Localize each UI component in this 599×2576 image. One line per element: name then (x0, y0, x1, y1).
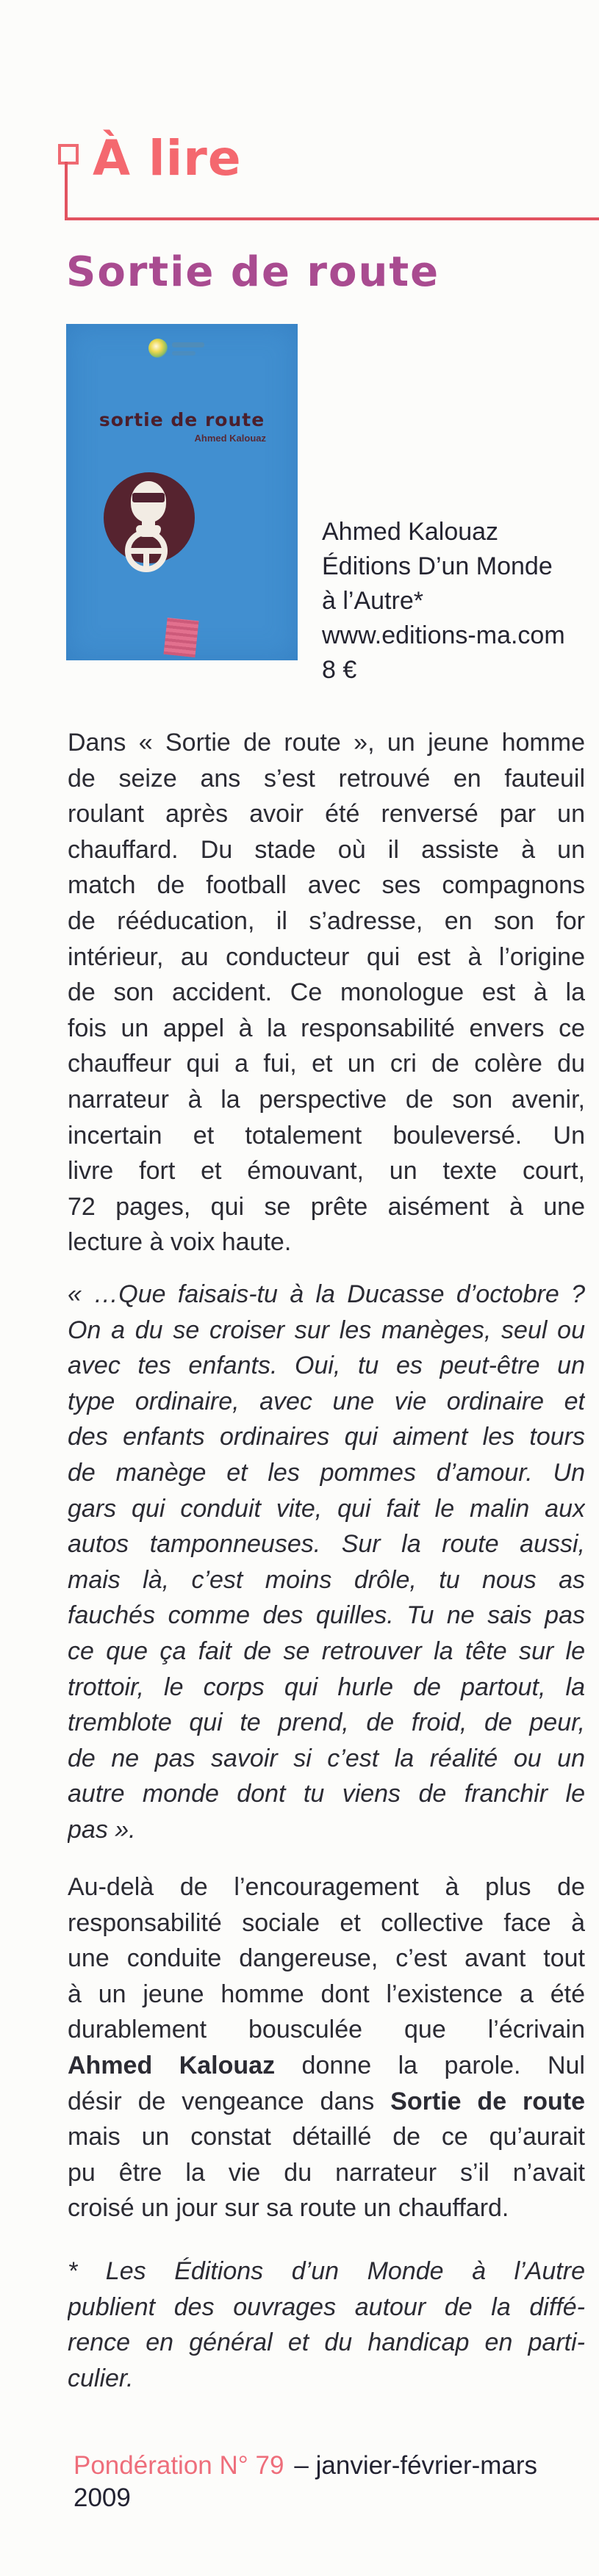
text-line: rence en général et du handicap en parti- (68, 2328, 585, 2357)
text-line: pas ». (68, 1815, 136, 1844)
text-line: lecture à voix haute. (68, 1228, 292, 1257)
text-line: incertain et totalement bouleversé. Un (68, 1121, 585, 1150)
text-line: de son accident. Ce monologue est à la (68, 978, 585, 1007)
text-line: durablement bousculée que l’écrivain (68, 2016, 585, 2044)
text-line: tremblote qui te prend, de froid, de peur, (68, 1709, 585, 1737)
text-line: fois un appel à la responsabilité envers ce (68, 1014, 585, 1042)
header-rule-vertical (65, 162, 68, 220)
cover-title: sortie de route (98, 409, 265, 430)
text-line: Ahmed Kalouaz donne la parole. Nul (68, 2051, 585, 2079)
text-line: croisé un jour sur sa route un chauffard. (68, 2194, 509, 2223)
text-line: à un jeune homme dont l’existence a été (68, 1980, 585, 2008)
book-cover (66, 324, 298, 660)
text-line: autos tamponneuses. Sur la route aussi, (68, 1530, 585, 1559)
text-line: ce que ça fait de se retrouver la tête sur le (68, 1637, 585, 1665)
text-line: chauffeur qui a fui, et un cri de colère du (68, 1050, 585, 1078)
text-line: match de football avec ses compagnons (68, 871, 585, 900)
text-line: de manège et les pommes d’amour. Un (68, 1458, 585, 1487)
steering-wheel-stem (143, 551, 149, 570)
text-line: 72 pages, qui se prête aisément à une (68, 1192, 585, 1221)
text-line: de rééducation, il s’adresse, en son for (68, 906, 585, 935)
footnote (68, 2254, 585, 2396)
issue-date: – janvier-février-mars 2009 (73, 2451, 538, 2512)
paragraph-intro (68, 725, 585, 1260)
magazine-name: Pondération N° 79 (73, 2451, 284, 2480)
logo-blob (148, 339, 168, 358)
info-line: Éditions D’un Monde (322, 552, 553, 580)
text-line: désir de vengeance dans Sortie de route (68, 2087, 585, 2115)
text-line: culier. (68, 2364, 134, 2392)
text-line: On a du se croiser sur les manèges, seul ou (68, 1316, 585, 1344)
text-line: mais là, c’est moins drôle, tu nous as (68, 1565, 585, 1594)
text-line: type ordinaire, avec une vie ordinaire et (68, 1387, 585, 1415)
text-line: gars qui conduit vite, qui fait le malin aux (68, 1494, 585, 1523)
article-title: Sortie de route (66, 248, 440, 296)
publisher-logo-icon (148, 339, 215, 362)
section-header-title: À lire (93, 130, 242, 187)
logo-text-line (172, 342, 204, 347)
price-stamp (164, 618, 199, 657)
text-line: responsabilité sociale et collective face à (68, 1908, 585, 1937)
text-line: une conduite dangereuse, c’est avant tout (68, 1944, 585, 1973)
driver-glasses-icon (132, 493, 165, 502)
text-line: autre monde dont tu viens de franchir le (68, 1780, 585, 1808)
text-line: de seize ans s’est retrouvé en fauteuil (68, 764, 585, 793)
book-info-block (322, 515, 594, 688)
cover-author: Ahmed Kalouaz (194, 433, 266, 444)
paragraph-quote (68, 1277, 585, 1848)
text-line: pu être la vie du narrateur s’il n’avait (68, 2158, 585, 2187)
text-line: Dans « Sortie de route », un jeune homme (68, 729, 585, 757)
text-line: livre fort et émouvant, un texte court, (68, 1157, 585, 1186)
info-line: 8 € (322, 656, 357, 684)
header-rule-horizontal (65, 217, 599, 220)
text-line: intérieur, au conducteur qui est à l’origine (68, 942, 585, 971)
text-line: « …Que faisais-tu à la Ducasse d’octobre ? (68, 1280, 585, 1308)
text-line: des enfants ordinaires qui aiment les tours (68, 1423, 585, 1451)
text-line: roulant après avoir été renversé par un (68, 800, 585, 829)
text-line: avec tes enfants. Oui, tu es peut-être un (68, 1352, 585, 1380)
text-line: narrateur à la perspective de son avenir, (68, 1085, 585, 1114)
text-line: * Les Éditions d’un Monde à l’Autre (68, 2257, 585, 2285)
info-line: à l’Autre* (322, 587, 423, 615)
header-bullet-square (58, 144, 79, 165)
info-line: www.editions-ma.com (322, 621, 565, 649)
paragraph-analysis (68, 1869, 585, 2226)
text-line: Au-delà de l’encouragement à plus de (68, 1873, 585, 1901)
text-line: publient des ouvrages autour de la diffé- (68, 2292, 585, 2321)
logo-text-line (172, 351, 196, 356)
text-line: de ne pas savoir si c’est la réalité ou un (68, 1744, 585, 1772)
info-line: Ahmed Kalouaz (322, 518, 499, 546)
text-line: fauchés comme des quilles. Tu ne sais pas (68, 1601, 585, 1630)
text-line: mais un constat détaillé de ce qu’aurait (68, 2123, 585, 2151)
text-line: chauffard. Du stade où il assiste à un (68, 835, 585, 864)
page-footer (73, 2450, 599, 2514)
text-line: trottoir, le corps qui hurle de partout, la (68, 1673, 585, 1701)
